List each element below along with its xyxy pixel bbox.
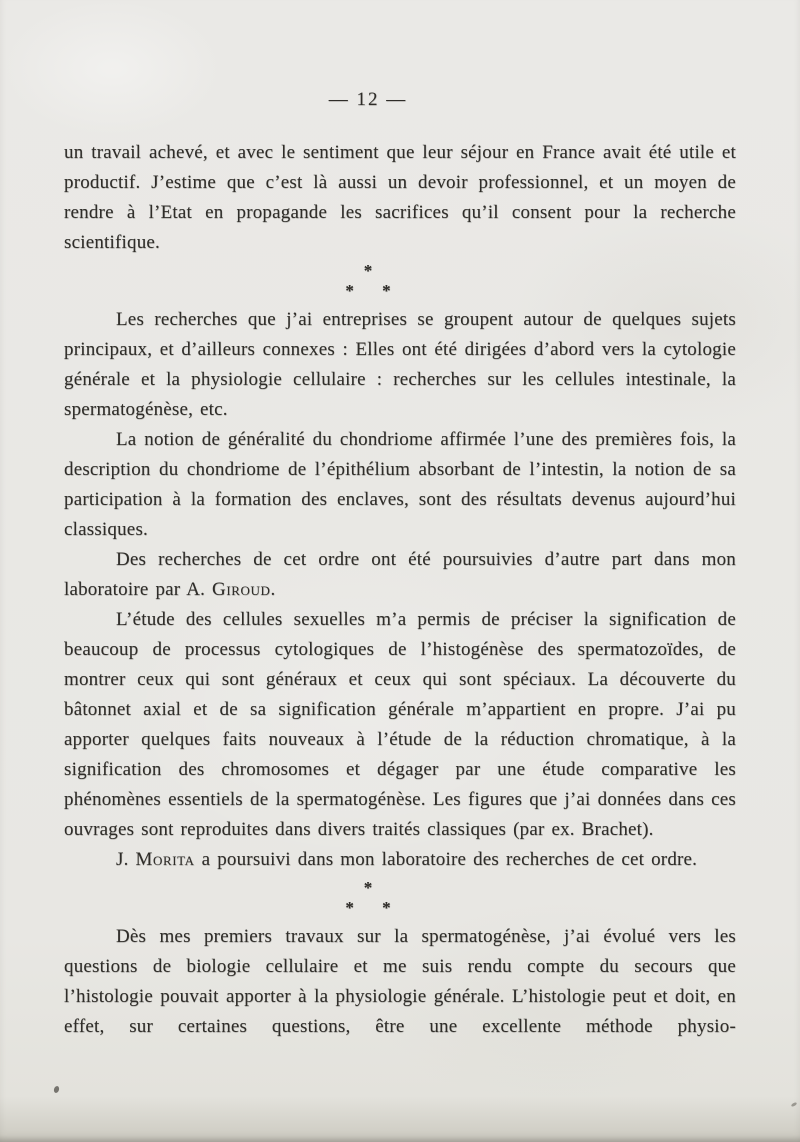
paragraph-histologie: Dès mes premiers travaux sur la spermatogénèse, j’ai évolué vers les questions de biologie cellulaire et me suis rendu compte du secours que l’histologie pouvait apporter à la physiologie générale. L’histologie peut et doit, en effet, sur certaines questions, être une excellente méthode physio-: [64, 926, 736, 1037]
asterisk-icon: *: [363, 878, 373, 897]
paragraph-morita: [64, 845, 736, 875]
paragraph-text: a poursuivi dans mon laboratoire des recherches de cet ordre.: [194, 849, 698, 870]
paragraph-chondriome: La notion de généralité du chondriome affirmée l’une des premières fois, la description du chondriome de l’épithélium absorbant de l’intestin, la notion de sa participation à la formation des enclaves, sont des résultats devenus aujourd’hui classiques.: [64, 429, 736, 540]
paragraph-cellules-sexuelles: L’étude des cellules sexuelles m’a permis de préciser la signification de beaucoup de processus cytologiques de l’histogénèse des spermatozoïdes, de montrer ceux qui sont généraux et ceux qui sont spéciaux. La découverte du bâtonnet axial et de sa signification générale m’appartient en propre. J’ai pu apporter quelques faits nouveaux à l’étude de la réduction chromatique, à la signification des chromosomes et dégager par une étude comparative les phénomènes essentiels de la spermatogénèse. Les figures que j’ai données dans ces ouvrages sont reproduites dans divers traités classiques (par ex. Brachet).: [64, 609, 736, 840]
person-name-giroud: Giroud: [212, 579, 271, 600]
person-name-morita: Morita: [135, 849, 195, 870]
paragraph-giroud: [64, 545, 736, 605]
asterisk-icon: *: [363, 261, 373, 280]
asterisk-pair-icon: * *: [345, 281, 402, 300]
asterisk-pair-icon: * *: [345, 898, 402, 917]
document-body: [64, 138, 736, 1042]
paragraph-text: .: [270, 579, 276, 600]
asterisk-section-separator: [32, 258, 704, 305]
asterisk-section-separator: [32, 875, 704, 922]
ink-speck: [53, 1085, 60, 1093]
paragraph-text: Des recherches de cet ordre ont été poursuivies d’autre part dans mon laboratoire par A.: [64, 549, 736, 600]
paragraph-recherches: Les recherches que j’ai entreprises se groupent autour de quelques sujets principaux, et d’ailleurs connexes : Elles ont été dirigées d’abord vers la cytologie générale et la physiologie cellulaire : recherches sur les cellules intestinale, la spermatogénèse, etc.: [64, 309, 736, 420]
page-number: — 12 —: [328, 89, 408, 110]
paragraph-continuation: un travail achevé, et avec le sentiment que leur séjour en France avait été utile et productif. J’estime que c’est là aussi un devoir professionnel, et un moyen de rendre à l’Etat en propagande les sacrifices qu’il consent pour la recherche scientifique.: [64, 142, 736, 253]
paragraph-text: J.: [116, 849, 136, 870]
ink-speck-small: [791, 1102, 798, 1108]
